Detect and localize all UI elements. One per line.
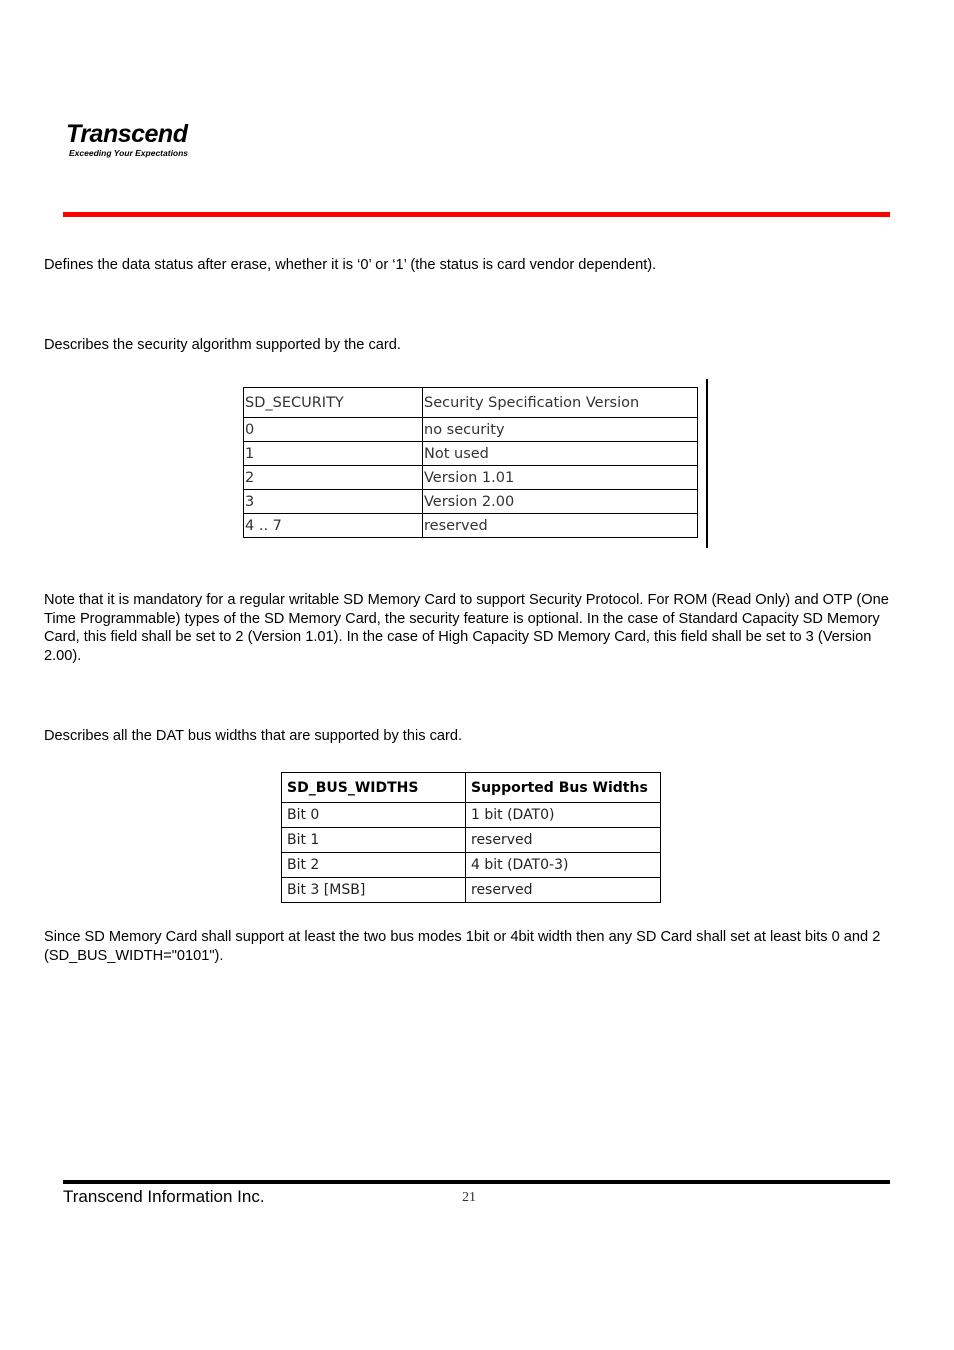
table-cell: 4 .. 7 bbox=[244, 514, 423, 538]
transcend-logo bbox=[66, 120, 188, 158]
table-cell: 1 bit (DAT0) bbox=[466, 803, 661, 828]
table-row bbox=[282, 878, 661, 903]
table-row bbox=[244, 418, 698, 442]
table-header-cell: SD_SECURITY bbox=[244, 388, 423, 418]
table-cell: reserved bbox=[466, 828, 661, 853]
table-cell: Bit 1 bbox=[282, 828, 466, 853]
table-cell: Bit 0 bbox=[282, 803, 466, 828]
table-cell: 0 bbox=[244, 418, 423, 442]
table-header-row bbox=[282, 773, 661, 803]
table-cell: reserved bbox=[466, 878, 661, 903]
footer-divider bbox=[63, 1180, 890, 1184]
logo-tagline: Exceeding Your Expectations bbox=[69, 148, 189, 158]
bus-note-paragraph: Since SD Memory Card shall support at least the two bus modes 1bit or 4bit width then any SD Card shall set at least bits 0 and 2 (SD_BUS_WIDTH="0101"). bbox=[44, 929, 881, 964]
erase-status-paragraph: Defines the data status after erase, whether it is ‘0’ or ‘1’ (the status is card vendor dependent). bbox=[44, 257, 657, 273]
table-header-cell: SD_BUS_WIDTHS bbox=[282, 773, 466, 803]
table-cell: 1 bbox=[244, 442, 423, 466]
footer-company: Transcend Information Inc. bbox=[63, 1187, 265, 1206]
security-description-paragraph: Describes the security algorithm supported by the card. bbox=[44, 337, 401, 353]
table-cell: reserved bbox=[423, 514, 698, 538]
table-cell: no security bbox=[423, 418, 698, 442]
logo-name: Transcend bbox=[66, 120, 188, 148]
table-cell: Bit 2 bbox=[282, 853, 466, 878]
change-bar bbox=[706, 379, 708, 548]
table-row bbox=[244, 490, 698, 514]
page-number: 21 bbox=[462, 1190, 476, 1205]
header-divider bbox=[63, 212, 890, 217]
table-header-row bbox=[244, 388, 698, 418]
table-row bbox=[244, 442, 698, 466]
table-row bbox=[244, 514, 698, 538]
table-cell: 3 bbox=[244, 490, 423, 514]
table-cell: Version 2.00 bbox=[423, 490, 698, 514]
bus-description-paragraph: Describes all the DAT bus widths that are supported by this card. bbox=[44, 728, 463, 744]
security-table bbox=[243, 387, 698, 538]
table-row bbox=[244, 466, 698, 490]
table-row bbox=[282, 803, 661, 828]
table-row bbox=[282, 828, 661, 853]
table-cell: Not used bbox=[423, 442, 698, 466]
table-cell: Version 1.01 bbox=[423, 466, 698, 490]
security-note-paragraph: Note that it is mandatory for a regular writable SD Memory Card to support Security Protocol. For ROM (Read Only) and OTP (One Time Programmable) types of the SD Memory Card, the security feature is optional. In the case of Standard Capacity SD Memory Card, this field shall be set to 2 (Version 1.01). In the case of High Capacity SD Memory Card, this field shall be set to 3 (Version 2.00). bbox=[44, 592, 889, 664]
table-cell: Bit 3 [MSB] bbox=[282, 878, 466, 903]
bus-widths-table bbox=[281, 772, 661, 903]
table-cell: 4 bit (DAT0-3) bbox=[466, 853, 661, 878]
table-cell: 2 bbox=[244, 466, 423, 490]
table-row bbox=[282, 853, 661, 878]
table-header-cell: Supported Bus Widths bbox=[466, 773, 661, 803]
table-header-cell: Security Specification Version bbox=[423, 388, 698, 418]
